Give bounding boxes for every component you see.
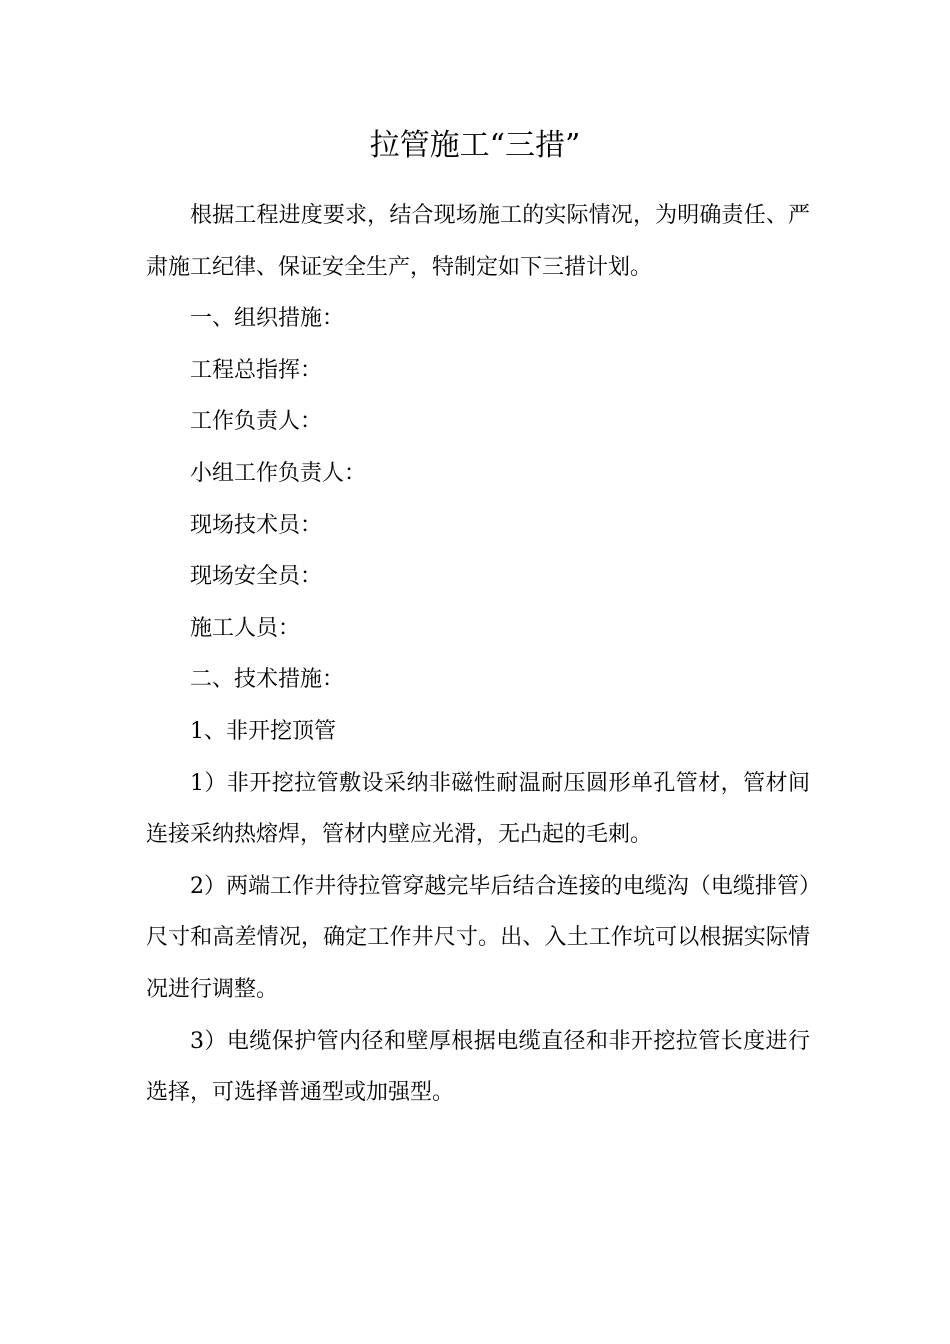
- section-heading-technical: 二、技术措施：: [190, 667, 345, 693]
- section-heading-organization: 一、组织措施：: [190, 306, 345, 332]
- role-site-safety-officer: 现场安全员：: [190, 564, 323, 590]
- role-work-leader: 工作负责人：: [190, 409, 323, 435]
- role-site-technician: 现场技术员：: [190, 512, 323, 538]
- technical-item-2: 2）两端工作井待拉管穿越完毕后结合连接的电缆沟（电缆排管）尺寸和高差情况，确定工作井尺寸。出、入土工作坑可以根据实际情况进行调整。: [146, 873, 810, 1002]
- subsection-heading-trenchless: 1、非开挖顶管: [190, 718, 336, 744]
- document-body: [146, 190, 810, 1119]
- role-chief-commander: 工程总指挥：: [190, 357, 323, 383]
- document-title: 拉管施工“三措”: [369, 128, 581, 163]
- intro-paragraph: 根据工程进度要求，结合现场施工的实际情况，为明确责任、严肃施工纪律、保证安全生产，特制定如下三措计划。: [146, 203, 810, 280]
- role-construction-staff: 施工人员：: [190, 615, 301, 641]
- technical-item-3: 3）电缆保护管内径和壁厚根据电缆直径和非开挖拉管长度进行选择，可选择普通型或加强型。: [146, 1028, 810, 1106]
- technical-item-1: 1）非开挖拉管敷设采纳非磁性耐温耐压圆形单孔管材，管材间连接采纳热熔焊，管材内壁应光滑，无凸起的毛刺。: [146, 770, 810, 848]
- role-team-leader: 小组工作负责人：: [190, 460, 367, 486]
